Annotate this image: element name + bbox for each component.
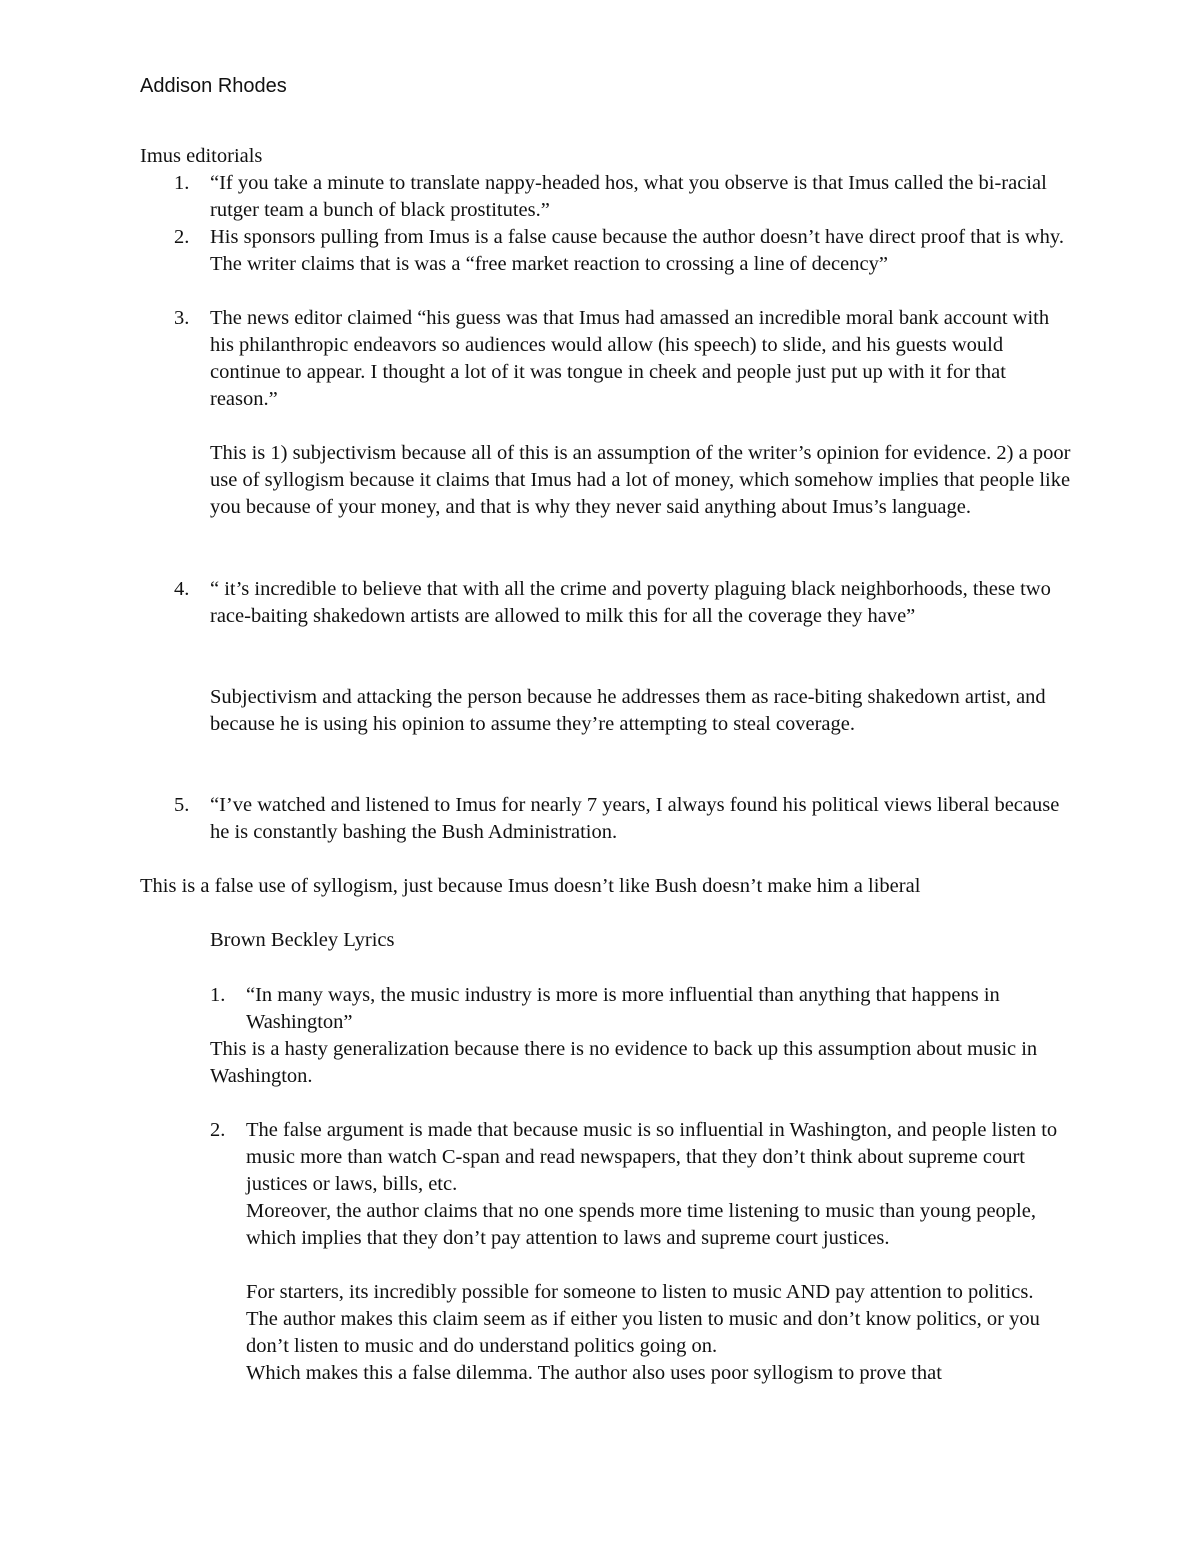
list-item-text: “In many ways, the music industry is more is more influential than anything that happens in Washington” xyxy=(246,984,1000,1033)
analysis-paragraph: Which makes this a false dilemma. The author also uses poor syllogism to prove that xyxy=(246,1362,942,1384)
list-item-text: “ it’s incredible to believe that with all the crime and poverty plaguing black neighborhoods, these two race-baiting shakedown artists are allowed to milk this for all the coverage they have” xyxy=(210,578,1051,627)
list-number: 5. xyxy=(174,794,190,816)
list-item-text: “I’ve watched and listened to Imus for nearly 7 years, I always found his political views liberal because he is constantly bashing the Bush Administration. xyxy=(210,794,1060,843)
analysis-paragraph: This is a hasty generalization because there is no evidence to back up this assumption about music in Washington. xyxy=(210,1038,1038,1087)
list-number: 1. xyxy=(174,172,190,194)
list-number: 3. xyxy=(174,307,190,329)
list-item-text: The false argument is made that because music is so influential in Washington, and people listen to music more than watch C-span and read newspapers, that they don’t think about supreme court justices or laws, bills, etc. xyxy=(246,1119,1058,1195)
analysis-paragraph: Subjectivism and attacking the person because he addresses them as race-biting shakedown artist, and because he is using his opinion to assume they’re attempting to steal coverage. xyxy=(210,686,1046,735)
analysis-paragraph: Moreover, the author claims that no one spends more time listening to music than young people, which implies that they don’t pay attention to laws and supreme court justices. xyxy=(246,1200,1036,1249)
list-item-text: His sponsors pulling from Imus is a false cause because the author doesn’t have direct proof that is why. The writer claims that is was a “free market reaction to crossing a line of decency” xyxy=(210,226,1064,275)
list-number: 4. xyxy=(174,578,190,600)
list-number: 2. xyxy=(174,226,190,248)
list-number: 1. xyxy=(210,984,226,1006)
list-item-text: The news editor claimed “his guess was that Imus had amassed an incredible moral bank account with his philanthropic endeavors so audiences would allow (his speech) to slide, and his guests would continue to appear. I thought a lot of it was tongue in cheek and people just put up with it for that reason.” xyxy=(210,307,1050,410)
list-item-text: “If you take a minute to translate nappy-headed hos, what you observe is that Imus called the bi-racial rutger team a bunch of black prostitutes.” xyxy=(210,172,1047,221)
analysis-paragraph: This is a false use of syllogism, just because Imus doesn’t like Bush doesn’t make him a liberal xyxy=(140,875,921,897)
section-title-imus: Imus editorials xyxy=(140,145,263,167)
analysis-paragraph: For starters, its incredibly possible for someone to listen to music AND pay attention to politics. The author makes this claim seem as if either you listen to music and don’t know politics, or you don’t listen to music and do understand politics going on. xyxy=(246,1281,1040,1357)
analysis-paragraph: This is 1) subjectivism because all of this is an assumption of the writer’s opinion for evidence. 2) a poor use of syllogism because it claims that Imus had a lot of money, which somehow implies that people like you because of your money, and that is why they never said anything about Imus’s language. xyxy=(210,442,1071,518)
section-title-brown-beckley: Brown Beckley Lyrics xyxy=(210,929,395,951)
list-number: 2. xyxy=(210,1119,226,1141)
author-name: Addison Rhodes xyxy=(140,75,287,97)
